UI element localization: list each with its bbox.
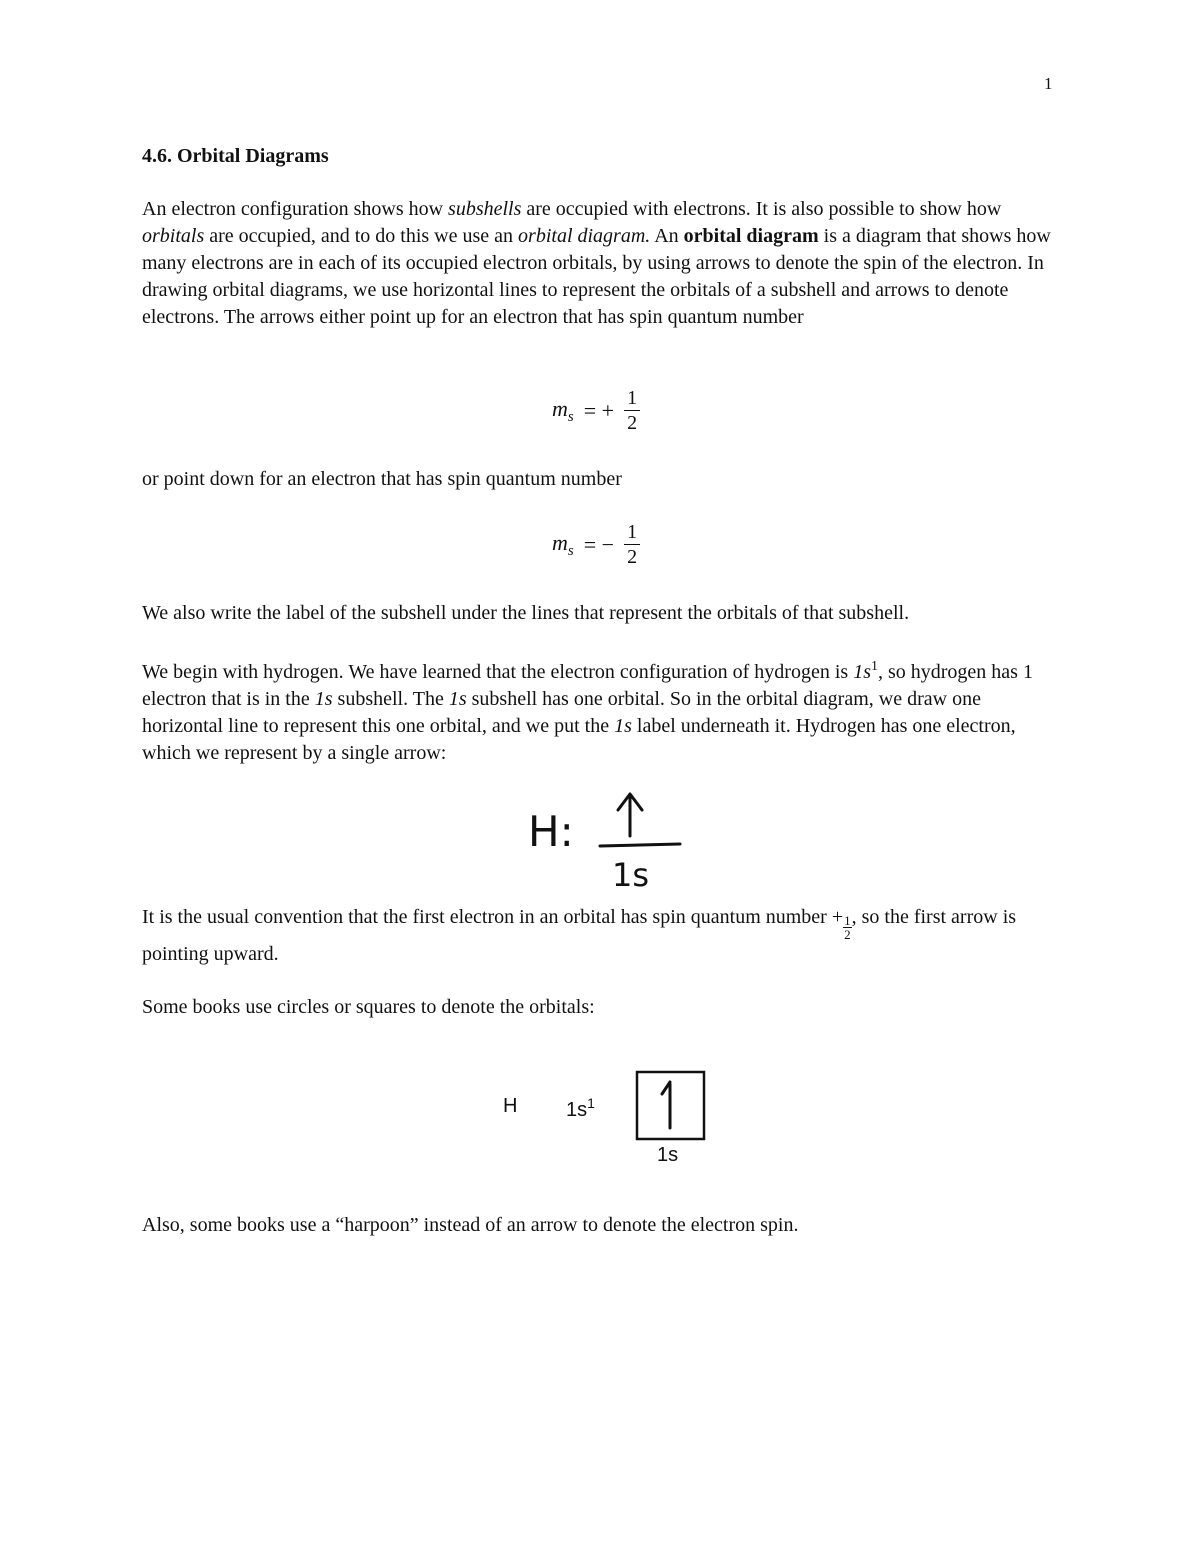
paragraph-convention	[142, 904, 1060, 968]
eq-operator: = +	[583, 397, 615, 423]
text-run: We begin with hydrogen. We have learned that the electron configuration of hydrogen is	[142, 661, 854, 683]
paragraph-harpoon: Also, some books use a “harpoon” instead of an arrow to denote the electron spin.	[142, 1214, 799, 1236]
text-run: label underneath it. Hydrogen has one electron, which we represent by a single arrow:	[142, 715, 1016, 764]
text-run: are occupied, and to do this we use an	[204, 225, 519, 247]
box-figure-config	[566, 1095, 595, 1122]
page-number: 1	[1044, 74, 1053, 93]
frac-denominator: 2	[844, 927, 851, 942]
subshell-1s: 1s	[614, 715, 632, 737]
config-superscript: 1	[870, 659, 878, 674]
eq-denominator: 2	[627, 412, 638, 434]
subshell-1s: 1s	[448, 688, 467, 710]
eq-subscript: s	[567, 408, 574, 425]
eq-operator: = −	[583, 531, 615, 557]
eq-fraction	[624, 386, 640, 435]
box-figure-label: 1s	[657, 1144, 679, 1166]
text-run: subshell. The	[332, 688, 449, 710]
italic-term-orbitals: orbitals	[142, 225, 205, 247]
frac-numerator: 1	[844, 913, 851, 928]
paragraph-hydrogen	[142, 653, 1060, 767]
text-run: , so hydrogen has 1 electron that is in the	[142, 661, 1033, 710]
eq-denominator: 2	[627, 546, 638, 568]
inline-fraction	[843, 914, 852, 941]
subshell-1s: 1s	[314, 688, 333, 710]
orbital-diagram-line-figure	[520, 780, 700, 900]
text-run: subshell has one orbital. So in the orbital diagram, we draw one horizontal line to represent this one orbital, and we put the	[142, 688, 981, 737]
text-run: An electron configuration shows how	[142, 198, 449, 220]
paragraph-spin-down: or point down for an electron that has spin quantum number	[142, 468, 622, 490]
text-run: An	[650, 225, 684, 247]
box-figure-element: H	[503, 1095, 518, 1117]
orbital-line	[600, 844, 680, 846]
eq-numerator: 1	[624, 520, 640, 545]
paragraph-intro	[142, 196, 1060, 331]
eq-numerator: 1	[624, 386, 640, 411]
equation-spin-up	[552, 386, 640, 435]
italic-term-subshells: subshells	[448, 198, 522, 220]
bold-term-orbital-diagram: orbital diagram	[683, 225, 819, 247]
eq-m: m	[552, 395, 568, 421]
text-run: It is the usual convention that the first electron in an orbital has spin quantum number +	[142, 906, 844, 928]
text-run: , so the first arrow is pointing upward.	[142, 906, 1017, 965]
section-heading: 4.6. Orbital Diagrams	[142, 145, 329, 167]
italic-term-orbital-diagram: orbital diagram.	[518, 225, 651, 247]
config-superscript: 1	[587, 1095, 595, 1111]
paragraph-boxes: Some books use circles or squares to denote the orbitals:	[142, 996, 595, 1018]
text-run: is a diagram that shows how many electrons are in each of its occupied electron orbitals, by using arrows to denote the spin of the electron. In drawing orbital diagrams, we use horizontal lines to represent the orbitals of a subshell and arrows to denote electrons. The arrows either point up for an electron that has spin quantum number	[142, 225, 1051, 328]
eq-m: m	[552, 529, 568, 555]
equation-spin-down	[552, 520, 640, 569]
text-run: are occupied with electrons. It is also possible to show how	[521, 198, 1002, 220]
eq-subscript: s	[567, 542, 574, 559]
eq-fraction	[624, 520, 640, 569]
element-symbol: H:	[528, 807, 574, 856]
config-1s: 1s	[853, 661, 871, 683]
subshell-label: 1s	[612, 856, 650, 894]
paragraph-label-rule: We also write the label of the subshell under the lines that represent the orbitals of that subshell.	[142, 602, 910, 624]
config-text: 1s	[566, 1099, 588, 1121]
